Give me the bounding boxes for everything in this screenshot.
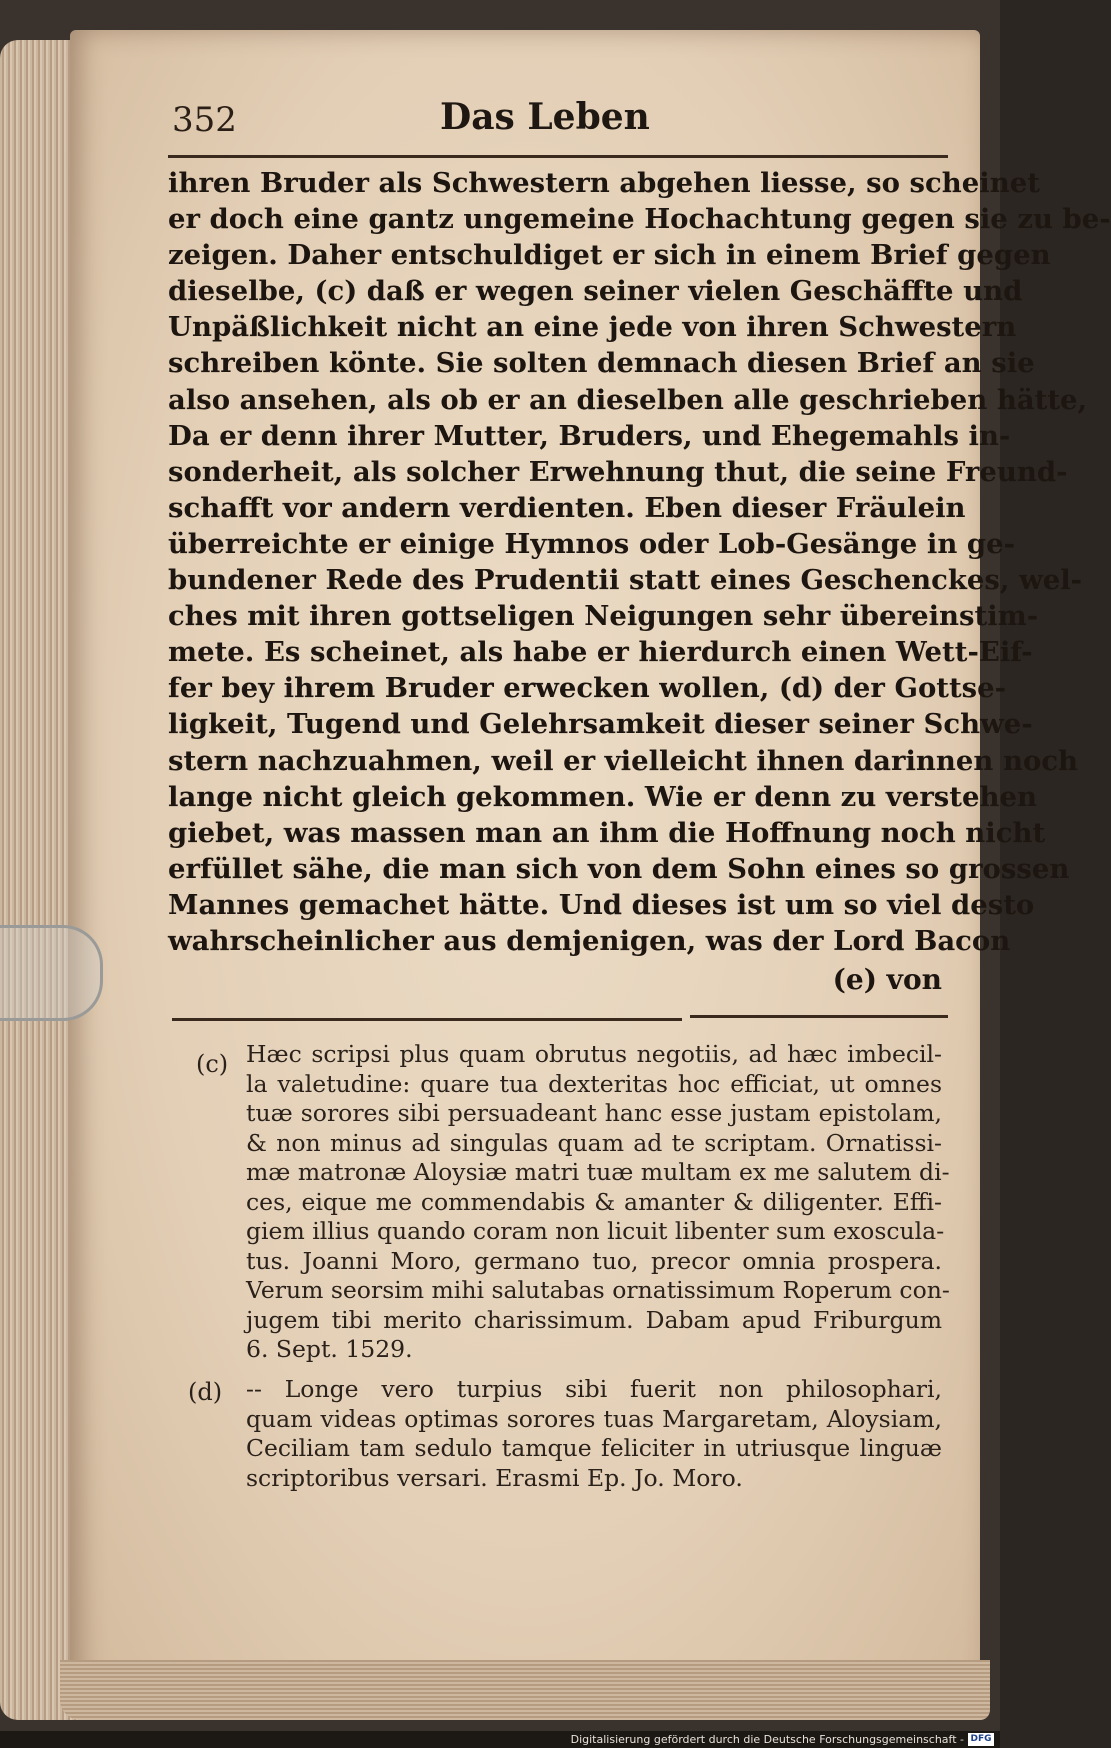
body-line: ihren Bruder als Schwestern abgehen liesse, so scheinet xyxy=(168,167,1040,199)
body-line: erfüllet sähe, die man sich von dem Sohn eines so grossen xyxy=(168,852,1070,885)
footnote-line: Hæc scripsi plus quam obrutus negotiis, ad hæc imbecil- xyxy=(246,1040,942,1068)
body-line: zeigen. Daher entschuldiget er sich in einem Brief gegen xyxy=(168,239,1051,272)
body-line: lange nicht gleich gekommen. Wie er denn zu verstehen xyxy=(168,780,1037,813)
dfg-logo: DFG xyxy=(968,1733,994,1746)
footnote-c xyxy=(246,1040,950,1365)
body-line: stern nachzuahmen, weil er vielleicht ihnen darinnen noch xyxy=(168,744,1079,777)
footnote-line: & non minus ad singulas quam ad te scriptam. Ornatissi- xyxy=(246,1128,942,1157)
body-line: ches mit ihren gottseligen Neigungen sehr übereinstim- xyxy=(168,600,1039,633)
body-line: schafft vor andern verdienten. Eben dieser Fräulein xyxy=(168,491,966,524)
body-text xyxy=(168,165,1111,959)
footnote-line: 6. Sept. 1529. xyxy=(246,1335,413,1363)
body-line: sonderheit, als solcher Erwehnung thut, die seine Freund- xyxy=(168,455,1068,488)
book-bottom-edge xyxy=(60,1660,990,1720)
page-number: 352 xyxy=(172,100,237,140)
footnote-rule-right xyxy=(690,1015,948,1018)
body-line: ligkeit, Tugend und Gelehrsamkeit dieser seiner Schwe- xyxy=(168,708,1033,741)
footnote-d xyxy=(246,1375,942,1493)
footnote-line: -- Longe vero turpius sibi fuerit non philosophari, xyxy=(246,1375,942,1403)
footnote-line: scriptoribus versari. Erasmi Ep. Jo. Moro. xyxy=(246,1463,743,1492)
body-line: Mannes gemachet hätte. Und dieses ist um so viel desto xyxy=(168,888,1035,921)
digitization-credit: Digitalisierung gefördert durch die Deutsche Forschungsgemeinschaft - xyxy=(570,1733,964,1746)
body-line: giebet, was massen man an ihm die Hoffnung noch nicht xyxy=(168,816,1046,849)
body-line: schreiben könte. Sie solten demnach diesen Brief an sie xyxy=(168,347,1035,380)
footnote-rule-left xyxy=(172,1018,682,1021)
page-clip xyxy=(0,925,103,1021)
body-line: dieselbe, (c) daß er wegen seiner vielen Geschäffte und xyxy=(168,275,1023,308)
footnote-line: Verum seorsim mihi salutabas ornatissimum Roperum con- xyxy=(246,1276,950,1304)
body-line: fer bey ihrem Bruder erwecken wollen, (d) der Gottse- xyxy=(168,672,1007,705)
footnote-c-mark: (c) xyxy=(196,1050,229,1078)
footnote-line: mæ matronæ Aloysiæ matri tuæ multam ex me salutem di- xyxy=(246,1158,950,1186)
footnote-line: quam videas optimas sorores tuas Margaretam, Aloysiam, xyxy=(246,1404,942,1433)
catchword: (e) von xyxy=(832,963,942,996)
running-head: Das Leben xyxy=(440,96,650,138)
body-line: mete. Es scheinet, als habe er hierdurch einen Wett-Eif- xyxy=(168,636,1033,669)
footnote-d-mark: (d) xyxy=(188,1378,223,1406)
body-line: er doch eine gantz ungemeine Hochachtung gegen sie zu be- xyxy=(168,203,1111,236)
footnote-line: la valetudine: quare tua dexteritas hoc efficiat, ut omnes xyxy=(246,1069,942,1098)
footnote-line: ces, eique me commendabis & amanter & diligenter. Effi- xyxy=(246,1187,942,1216)
body-line: Da er denn ihrer Mutter, Bruders, und Ehegemahls in- xyxy=(168,419,1011,452)
footnote-line: jugem tibi merito charissimum. Dabam apud Friburgum xyxy=(246,1305,942,1334)
body-line: bundener Rede des Prudentii statt eines Geschenckes, wel- xyxy=(168,564,1083,597)
header-rule xyxy=(168,155,948,158)
footnote-line: tuæ sorores sibi persuadeant hanc esse justam epistolam, xyxy=(246,1099,942,1127)
footnote-line: tus. Joanni Moro, germano tuo, precor omnia prospera. xyxy=(246,1246,942,1275)
book-fore-edge xyxy=(0,40,80,1720)
body-line: wahrscheinlicher aus demjenigen, was der Lord Bacon xyxy=(168,924,1011,957)
footnote-line: Ceciliam tam sedulo tamque feliciter in utriusque linguæ xyxy=(246,1434,942,1462)
footnote-line: giem illius quando coram non licuit libenter sum exoscula- xyxy=(246,1217,945,1245)
body-line: überreichte er einige Hymnos oder Lob-Gesänge in ge- xyxy=(168,527,1016,560)
body-line: also ansehen, als ob er an dieselben alle geschrieben hätte, xyxy=(168,383,1088,416)
body-line: Unpäßlichkeit nicht an eine jede von ihren Schwestern xyxy=(168,311,1017,344)
